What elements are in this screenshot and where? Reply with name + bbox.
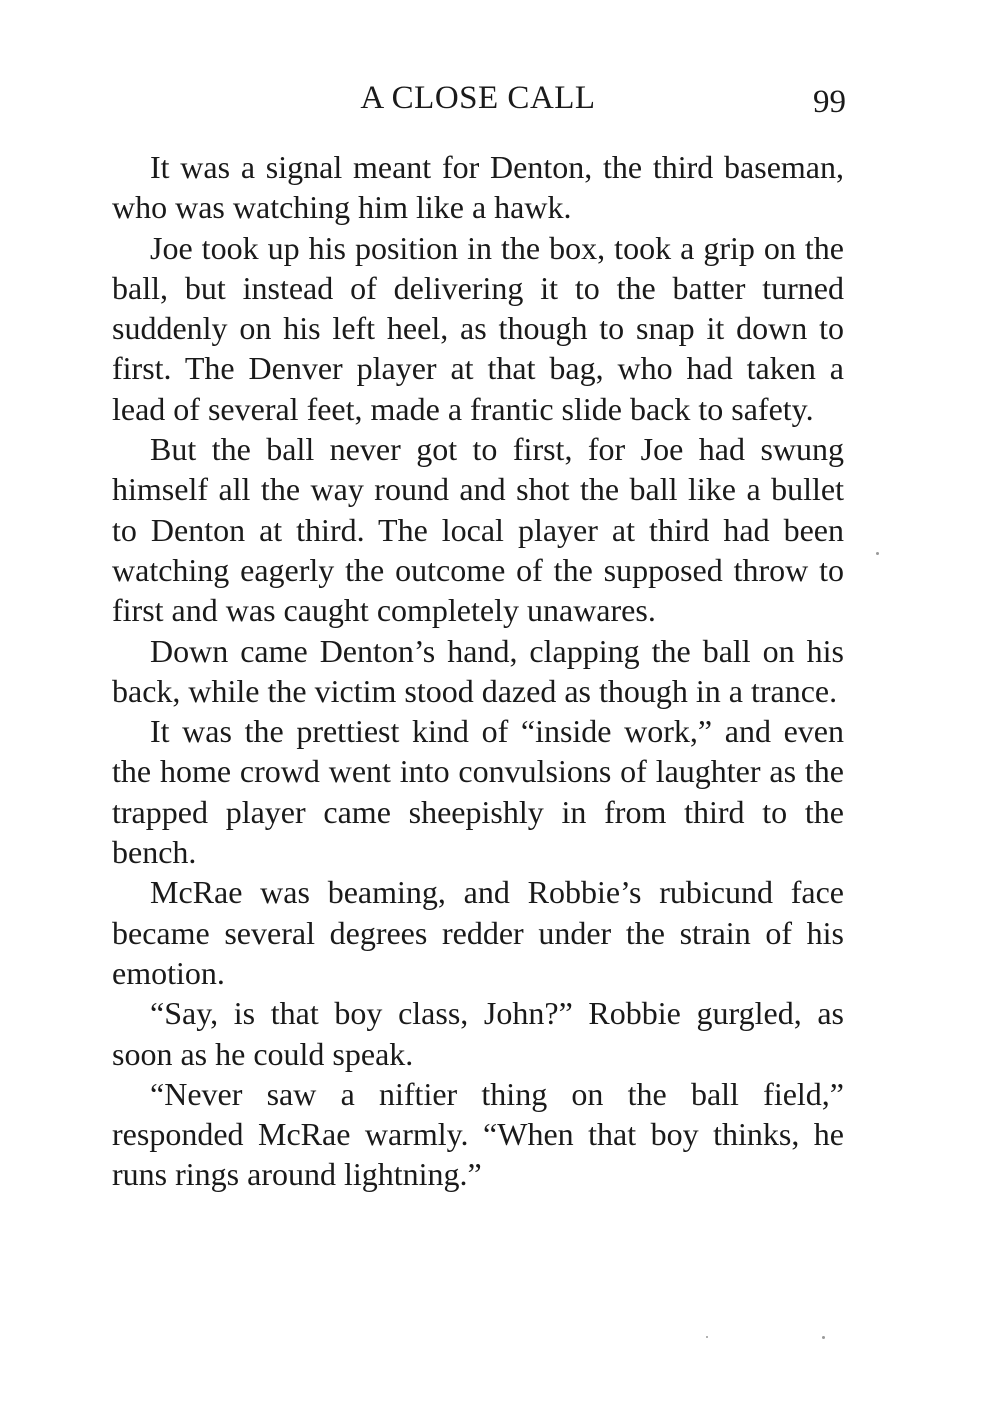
scan-speck: [822, 1336, 825, 1339]
paragraph: It was the prettiest kind of “inside work,” and even the home crowd went into convulsions of laughter as the trapped player came sheepishly in from third to the bench.: [112, 713, 844, 871]
body-text: [112, 147, 844, 1195]
page-number: 99: [813, 84, 846, 120]
paragraph: Down came Denton’s hand, clapping the ball on his back, while the victim stood dazed as though in a trance.: [112, 632, 844, 709]
page-header: [110, 80, 846, 130]
paragraph: It was a signal meant for Denton, the third baseman, who was watching him like a hawk.: [112, 149, 844, 226]
scan-speck: [876, 552, 879, 555]
paragraph: Joe took up his position in the box, took a grip on the ball, but instead of delivering it to the batter turned suddenly on his left heel, as though to snap it down to first. The Denver player at that bag, who had taken a lead of several feet, made a frantic slide back to safety.: [112, 229, 844, 427]
paragraph: “Say, is that boy class, John?” Robbie gurgled, as soon as he could speak.: [112, 995, 844, 1072]
paragraph: “Never saw a niftier thing on the ball field,” responded McRae warmly. “When that boy thinks, he runs rings around lightning.”: [112, 1075, 844, 1193]
scan-speck: [706, 1336, 708, 1338]
paragraph: McRae was beaming, and Robbie’s rubicund face became several degrees redder under the strain of his emotion.: [112, 874, 844, 991]
running-head: A CLOSE CALL: [360, 80, 596, 116]
paragraph: But the ball never got to first, for Joe had swung himself all the way round and shot the ball like a bullet to Denton at third. The local player at third had been watching eagerly the outcome of the supposed throw to first and was caught completely unawares.: [112, 431, 844, 629]
